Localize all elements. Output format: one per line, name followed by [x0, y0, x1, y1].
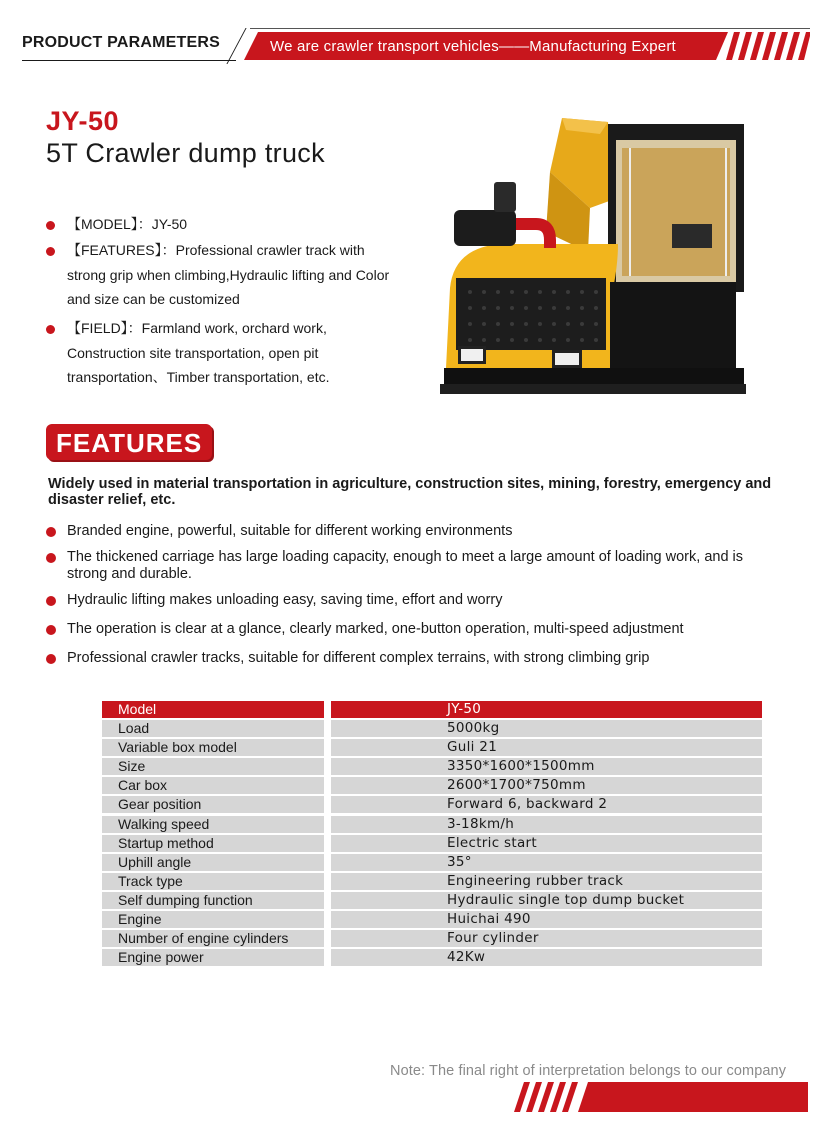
crawler-dump-truck-image: [440, 112, 750, 408]
header-divider: [226, 28, 246, 64]
bullet-dot: [46, 527, 56, 537]
features-intro: Widely used in material transportation in agriculture, construction sites, mining, forestry, emergency and disaster relief, etc.: [48, 476, 772, 508]
table-row: [102, 795, 762, 814]
spec-model-text: 【MODEL】：JY-50: [67, 216, 188, 232]
table-row: [102, 834, 762, 853]
table-cell-label: [102, 796, 324, 813]
table-cell-label: [102, 835, 324, 852]
footer-note: Note: The final right of interpretation belongs to our company: [390, 1063, 787, 1079]
param-label: Engine: [118, 911, 162, 928]
param-label: Number of engine cylinders: [118, 930, 289, 947]
table-cell-label: [102, 701, 324, 718]
feature-item: [46, 621, 766, 638]
param-value: Engineering rubber track: [447, 872, 624, 889]
features-heading: FEATURES: [56, 428, 203, 458]
feature-item: [46, 650, 766, 667]
feature-item-text: The thickened carriage has large loading capacity, enough to meet a large amount of loading work, and is strong and durable.: [67, 549, 744, 582]
feature-item: [46, 523, 766, 540]
table-cell-value: [331, 777, 762, 794]
param-label: Walking speed: [118, 815, 210, 832]
table-cell-value: [331, 796, 762, 813]
header-top-rule: [250, 28, 810, 29]
table-cell-label: [102, 758, 324, 775]
param-value: 5000kg: [447, 720, 500, 737]
tagline-text: We are crawler transport vehicles——Manufacturing Expert: [270, 38, 676, 55]
spec-field: [46, 316, 406, 390]
product-model-code: JY-50: [46, 106, 120, 136]
param-label: Uphill angle: [118, 853, 192, 870]
param-value: Huichai 490: [447, 911, 531, 928]
table-cell-label: [102, 854, 324, 871]
table-cell-value: [331, 739, 762, 756]
table-cell-value: [331, 816, 762, 833]
table-cell-value: [331, 758, 762, 775]
param-label: Variable box model: [118, 739, 237, 756]
parameter-table: [102, 700, 762, 967]
feature-item-text: The operation is clear at a glance, clearly marked, one-button operation, multi-speed adjustment: [67, 621, 684, 637]
table-cell-label: [102, 911, 324, 928]
table-cell-value: [331, 835, 762, 852]
table-cell-value: [331, 720, 762, 737]
param-value: Four cylinder: [447, 930, 539, 947]
section-label: PRODUCT PARAMETERS: [22, 34, 220, 51]
bullet-dot: [46, 625, 56, 635]
table-cell-label: [102, 949, 324, 966]
bullet-dot: [46, 553, 56, 563]
table-cell-label: [102, 816, 324, 833]
header-underline: [22, 60, 236, 61]
param-value: JY-50: [447, 701, 482, 717]
table-row: [102, 929, 762, 948]
param-value: 2600*1700*750mm: [447, 777, 586, 794]
param-label: Gear position: [118, 796, 202, 813]
header-stripes-decoration: [726, 32, 810, 60]
param-label: Track type: [118, 872, 183, 889]
bullet-dot: [46, 654, 56, 664]
table-header-row: [102, 700, 762, 719]
bullet-dot: [46, 596, 56, 606]
spec-features-text: 【FEATURES】：Professional crawler track with strong grip when climbing,Hydraulic lifting and Color and size can be customized: [67, 242, 390, 307]
param-label: Size: [118, 758, 146, 775]
table-row: [102, 872, 762, 891]
param-value: Guli 21: [447, 739, 498, 756]
feature-item: [46, 549, 766, 582]
table-cell-label: [102, 720, 324, 737]
table-row: [102, 776, 762, 795]
table-row: [102, 757, 762, 776]
table-cell-label: [102, 873, 324, 890]
spec-features: [46, 238, 406, 312]
param-value: 3350*1600*1500mm: [447, 758, 595, 775]
table-cell-value: [331, 854, 762, 871]
param-label: Startup method: [118, 834, 214, 851]
table-row: [102, 815, 762, 834]
table-row: [102, 948, 762, 967]
feature-item: [46, 592, 766, 609]
table-cell-value: [331, 930, 762, 947]
table-cell-label: [102, 777, 324, 794]
spec-field-text: 【FIELD】：Farmland work, orchard work, Construction site transportation, open pit transportation、Timber transportation, etc.: [67, 320, 330, 385]
feature-item-text: Branded engine, powerful, suitable for different working environments: [67, 523, 513, 539]
spec-model: [46, 212, 406, 237]
bullet-dot: [46, 325, 55, 334]
param-label: Engine power: [118, 949, 204, 966]
param-label: Car box: [118, 777, 168, 794]
bullet-dot: [46, 221, 55, 230]
param-label: Model: [118, 701, 157, 717]
table-cell-label: [102, 739, 324, 756]
table-row: [102, 719, 762, 738]
param-value: 42Kw: [447, 949, 486, 966]
param-label: Load: [118, 720, 150, 737]
param-value: Electric start: [447, 834, 537, 851]
table-cell-value: [331, 911, 762, 928]
table-row: [102, 891, 762, 910]
table-row: [102, 738, 762, 757]
table-cell-label: [102, 930, 324, 947]
table-cell-label: [102, 892, 324, 909]
table-cell-value: [331, 949, 762, 966]
param-label: Self dumping function: [118, 891, 253, 908]
feature-item-text: Professional crawler tracks, suitable for different complex terrains, with strong climbing grip: [67, 650, 650, 666]
table-row: [102, 910, 762, 929]
product-title: 5T Crawler dump truck: [46, 138, 325, 168]
param-value: Hydraulic single top dump bucket: [447, 891, 685, 908]
table-cell-value: [331, 701, 762, 718]
feature-item-text: Hydraulic lifting makes unloading easy, saving time, effort and worry: [67, 592, 503, 608]
table-cell-value: [331, 873, 762, 890]
bullet-dot: [46, 247, 55, 256]
table-row: [102, 853, 762, 872]
footer-stripes-decoration: [514, 1082, 808, 1112]
param-value: 35°: [447, 853, 472, 870]
param-value: 3-18km/h: [447, 815, 515, 832]
table-cell-value: [331, 892, 762, 909]
param-value: Forward 6, backward 2: [447, 796, 608, 813]
page-header: [0, 22, 840, 66]
